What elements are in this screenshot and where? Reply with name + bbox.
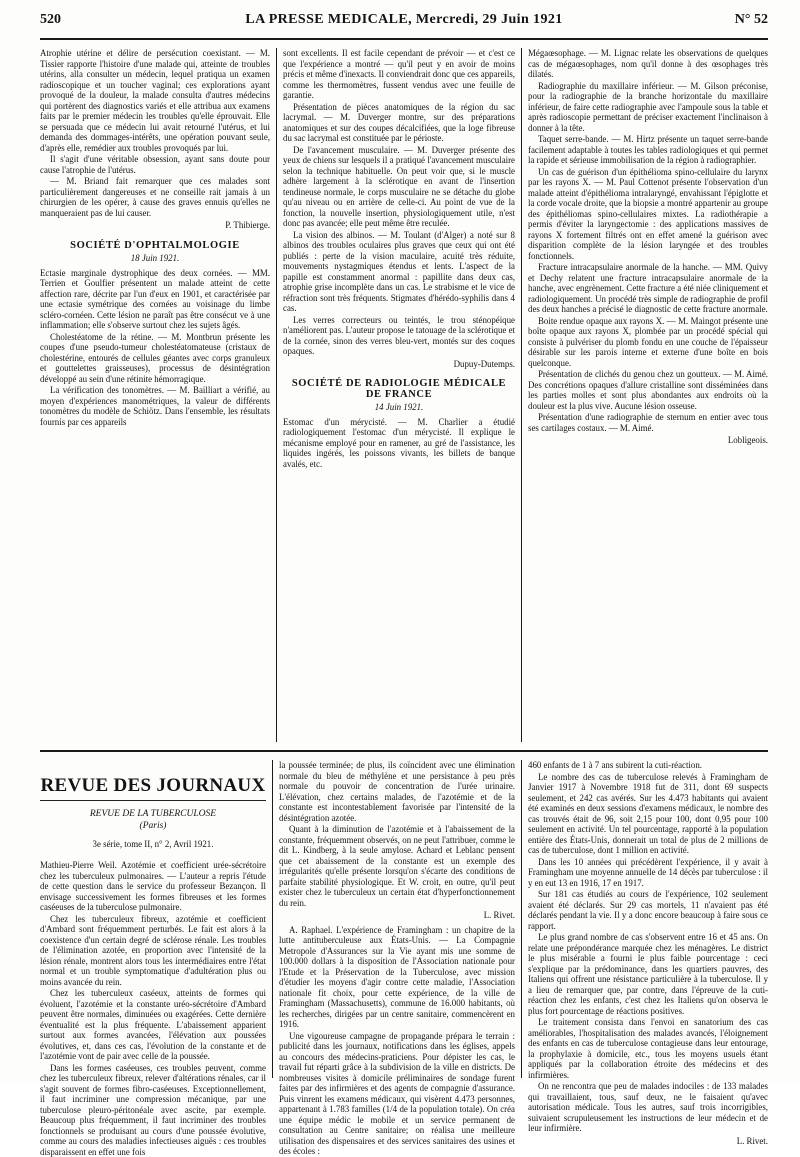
article-megaoesophage: Mégaœsophage. — M. Lignac relate les observations de quelques cas de mégaœsophages, nom qu'il donne à des œsophages très dilatés. xyxy=(528,48,768,80)
lower-column-1 xyxy=(40,860,266,1078)
paragraph: 460 enfants de 1 à 7 ans subirent la cuti-réaction. xyxy=(528,760,768,771)
signature: L. Rivet. xyxy=(279,910,515,921)
section-rule xyxy=(40,750,768,752)
header-rule xyxy=(40,38,768,40)
signature: Lobligeois. xyxy=(528,435,768,446)
article-genou: Présentation de clichés du genou chez un goutteux. — M. Aimé. Des concrétions opaques d'allure cristalline sont disséminées dans les parties molles et sont plus abondantes aux endroits où la douleur est la plus vive. Aucune lésion osseuse. xyxy=(528,369,768,411)
paragraph: Sur 181 cas étudiés au cours de l'expérience, 102 seulement avaient été déclarés. Sur 29 cas mortels, 11 n'avaient pas été déclarés pendant la vie. Il y a donc encore beaucoup à faire sous ce rapport. xyxy=(528,889,768,931)
lower-column-3 xyxy=(528,760,768,1078)
article-estomac: Estomac d'un mérycisté. — M. Charlier a étudié radiologiquement l'estomac d'un mérycisté. Il explique le mécanisme employé pour en ramener, au gré de l'assistance, les liquides ingérés, les poissons vivants, les billets de banque avalés, etc. xyxy=(283,417,515,470)
section-date: 14 Juin 1921. xyxy=(283,402,515,413)
article-ectasie: Ectasie marginale dystrophique des deux cornées. — MM. Terrien et Goulfier présentent un malade atteint de cette affection rare, décrite par l'un d'eux en 1901, et caractérisée par une ectasie symétrique des cornées au voisinage du limbe scléro-cornéen. Cette lésion ne paraît pas être consécut ve à une inflammation; elle s'observe surtout chez les sujets âgés. xyxy=(40,268,270,331)
paragraph: sont excellents. Il est facile cependant de prévoir — et c'est ce que l'expérience a montré — qu'il peut y en avoir de moins précis et même d'inexacts. Il conviendrait donc que ces appareils, comme les thermomètres, fussent vendus avec une feuille de garantie. xyxy=(283,48,515,101)
lower-column-2 xyxy=(279,760,515,1078)
column-divider xyxy=(521,760,522,1078)
section-heading: SOCIÉTÉ DE RADIOLOGIE MÉDICALE DE FRANCE xyxy=(283,379,515,400)
article-larynx: Un cas de guérison d'un épithélioma spino-cellulaire du larynx par les rayons X. — M. Paul Cottenot présente l'observation d'un malade atteint d'épithélioma intralaryngé, envahissant l'épiglotte et la corde vocale droite, que la biopsie a montré appartenir au groupe des épithéliomas spino-cellulaires mixtes. La radiothérapie a permis d'éviter la laryngectomie : des applications massives de rayons X fortement filtrés ont en effet amené la guérison avec disparition complète de la lésion laryngée et des troubles fonctionnels. xyxy=(528,167,768,262)
article-maxillaire: Radiographie du maxillaire inférieur. — M. Gilson préconise, pour la radiographie de la branche horizontale du maxillaire inférieur, de faire cette radiographie avec l'ampoule sous la table et après radioscopie permettant de préciser exactement l'inclinaison à donner à la tête. xyxy=(528,81,768,134)
signature: Dupuy-Dutemps. xyxy=(283,359,515,370)
paragraph: Les verres correcteurs ou teintés, le trou sténopéique n'améliorent pas. L'auteur propose le tatouage de la sclérotique et de la cornée, sinon des verres bleu-vert, montés sur des coques opaques. xyxy=(283,315,515,357)
article-framingham: A. Raphael. L'expérience de Framingham : un chapitre de la lutte antituberculeuse aux États-Unis. — La Compagnie Metropole d'Assurances sur la Vie ayant mis une somme de 100.000 dollars à la disposition de l'Association nationale pour l'Etude et la Préservation de la Tuberculose, avec mission d'étudier les moyens d'agir contre cette maladie, l'Association nationale fit choix, pour cette expérience, de la ville de Framingham (Massachusetts), commune de 16.000 habitants, où les recherches, dirigées par un centre sanitaire, commencèrent en 1916. xyxy=(279,925,515,1030)
article-tonometres: La vérification des tonomètres. — M. Bailliart a vérifié, au moyen d'expériences manométriques, la valeur de différents tonomètres du modèle de Schiötz. Dans l'ensemble, les résultats fournis par ces appareils xyxy=(40,385,270,427)
article-cholesteatome: Cholestéatome de la rétine. — M. Montbrun présente les coupes d'une pseudo-tumeur cholestéatomateuse (cristaux de cholestérine, entourés de cellules géantes avec corps granuleux et gouttelettes graisseuses), processus de désintégration développé au sein d'une rétinite hémorragique. xyxy=(40,332,270,385)
issue-number: N° 52 xyxy=(735,12,768,28)
paragraph: Dans les formes caséeuses, ces troubles peuvent, comme chez les tuberculeux fibreux, relever d'altérations rénales, car il s'agit souvent de formes fibro-caséeuses. Exceptionnellement, il faut incriminer une compression mécanique, par une tuberculose pleuro-péritonéale avec ascite, par exemple. Beaucoup plus fréquemment, il faut incriminer des troubles fonctionnels se produisant au cours d'une poussée évolutive, comme au cours des maladies infectieuses aiguës : ces troubles disparaissent en effet une fois xyxy=(40,1063,266,1157)
paragraph: Chez les tuberculeux caséeux, atteints de formes qui évoluent, l'azotémie et la constante uréo-sécrétoire d'Ambard peuvent être normales, diminuées ou exagérées. Cette dernière éventualité est la plus fréquente. L'abaissement apparient surtout aux formes avancées, l'élévation aux poussées évolutives, et, dans ces cas, l'évolution de la constante et de l'azotémie vont de pair avec celle de la poussée. xyxy=(40,988,266,1062)
section-date: 18 Juin 1921. xyxy=(40,253,270,264)
article-albinos: La vision des albinos. — M. Toulant (d'Alger) a noté sur 8 albinos des troubles oculaires plus graves que ceux qui ont été publiés : perte de la vision maculaire, acuité très réduite, mouvements nystagmiques étendus et lents. L'aspect de la papille est constamment anormal : papillite dans deux cas, atrophie grise incomplète dans un cas. Le strabisme et le vice de réfraction sont très fréquents. Stigmates d'hérédo-syphilis dans 4 cas. xyxy=(283,230,515,314)
paragraph: Dans les 10 années qui précédèrent l'expérience, il y avait à Framingham une moyenne annuelle de 14 décès par tuberculose : il y en eut 13 en 1916, 17 en 1917. xyxy=(528,857,768,889)
signature: P. Thibierge. xyxy=(40,220,270,231)
article-sac-lacrymal: Présentation de pièces anatomiques de la région du sac lacrymal. — M. Duverger montre, sur des préparations anatomiques et sur des coupes décalcifiées, que la loge fibreuse du sac lacrymal est constituée par le périoste. xyxy=(283,102,515,144)
signature: L. Rivet. xyxy=(528,1136,768,1147)
paragraph: Chez les tuberculeux fibreux, azotémie et coefficient d'Ambard sont fréquemment perturbés. Le fait est alors à la coexistence d'un certain degré de sclérose rénale. Les troubles de l'élimination azotée, en proportion avec l'intensité de la lésion rénale, montrent alors tous les intermédiaires entre l'état normal et un trouble symptomatique d'adultération plus ou moins avancée du rein. xyxy=(40,914,266,988)
paragraph: Il s'agit d'une véritable obsession, ayant sans doute pour cause l'atrophie de l'utérus. xyxy=(40,154,270,175)
journal-city: (Paris) xyxy=(40,821,266,831)
article-boite: Boite rendue opaque aux rayons X. — M. Maingot présente une boîte opaque aux rayons X, plombée par un procédé spécial qui consiste à pulvériser du plomb fondu en une couche de l'épaisseur désirable sur les parois interne et externe d'une boîte en bois quelconque. xyxy=(528,316,768,369)
journal-series: 3e série, tome II, n° 2, Avril 1921. xyxy=(40,839,266,849)
paragraph: Une vigoureuse campagne de propagande prépara le terrain : publicité dans les journaux, notifications dans les églises, appels au concours des médecins-praticiens. Pour dépister les cas, le travail fut réparti grâce à la subdivision de la ville en districts. De nombreuses visites à domicile préliminaires de sondage furent faites par des infirmières et des agents de compagnie d'assurance. Puis vinrent les examens médicaux, qui visèrent 4.473 personnes, appartenant à 1.783 familles (1/4 de la population totale). On créa une équipe médic le mobile et un service permanent de consultation au Centre sanitaire; on réalisa une meilleure utilisation des dispensaires et des services sanitaires des usines et des écoles : xyxy=(279,1031,515,1157)
section-heading: SOCIÉTÉ D'OPHTALMOLOGIE xyxy=(40,241,270,252)
column-divider xyxy=(521,48,522,742)
revue-header xyxy=(40,775,266,849)
paragraph: Le nombre des cas de tuberculose relevés à Framingham de Janvier 1917 à Novembre 1918 fut de 311, dont 69 suspects seulement, et 242 cas avérés. Sur les 4.473 habitants qui avaient été examinés en deux sessions d'examens médicaux, le nombre des cas trouvés était de 96, soit 2,15 pour 100, dont 0,95 pour 100 seulement en activité. Un tel pourcentage, rapporté à la population entière des États-Unis, donnerait un total de plus de 2 millions de cas de tuberculose, dont 1 million en activité. xyxy=(528,772,768,856)
upper-column-3 xyxy=(528,48,768,742)
article-fracture: Fracture intracapsulaire anormale de la hanche. — MM. Quivy et Dechy relatent une fracture intracapsulaire anormale de la hanche, avec engrènement. Cette fracture a été niée cliniquement et radiologiquement. Un procédé très simple de radiographie de profil des deux hanches a précisé le diagnostic de cette fracture anormale. xyxy=(528,262,768,315)
article-sternum: Présentation d'une radiographie de sternum en entier avec tous ses cartilages costaux. — M. Aimé. xyxy=(528,412,768,433)
paragraph: la poussée terminée; de plus, ils coïncident avec une élimination normale du bleu de méthylène et une persistance à peu près normale du pouvoir de concentration de l'urée urinaire. L'élévation, chez certains malades, de l'azotémie et de la constante est incontestablement favorisée par l'intensité de la désintégration azotée. xyxy=(279,760,515,823)
column-divider xyxy=(276,48,277,742)
paragraph: Le plus grand nombre de cas s'observent entre 16 et 45 ans. On relate une prépondérance marquée chez les ménagères. Le district le plus misérable a fourni le plus faible pourcentage : ceci s'explique par la prédominance, dans les quartiers pauvres, des Italiens qui offrent une résistance particulière à la tuberculose. Il y a lieu de remarquer que, par contre, dans l'épreuve de la cuti-réaction chez les enfants, c'est chez les Italiens qu'on observa le plus fort pourcentage de réactions positives. xyxy=(528,932,768,1016)
journal-name: REVUE DE LA TUBERCULOSE xyxy=(40,809,266,819)
journal-title: LA PRESSE MEDICALE, Mercredi, 29 Juin 1921 xyxy=(40,12,768,28)
article-azotemie: Mathieu-Pierre Weil. Azotémie et coefficient urée-sécrétoire chez les tuberculeux pulmonaires. — L'auteur a repris l'étude de cette question dans le service du professeur Bezançon. Il envisage successivement les formes fibreuses et les formes caséeuses de la tuberculose pulmonaire. xyxy=(40,860,266,913)
article-atrophie: Atrophie utérine et délire de persécution coexistant. — M. Tissier rapporte l'histoire d'une malade qui, atteinte de troubles utérins, alla consulter un médecin, lequel pratiqua un examen radioscopique et un toucher vaginal; ces explorations ayant provoqué de la douleur, la malade consulta d'autres médecins qui portèrent des diagnostics variés et elle attribua aux examens faits par le premier médecin les troubles qu'elle éprouvait. Elle se persuada que ce médecin lui avait retourné l'utérus, et lui demanda des dommages-intérêts, une opération pouvant seule, d'après elle, remédier aux troubles provoqués par lui. xyxy=(40,48,270,153)
paragraph: — M. Briand fait remarquer que ces malades sont particulièrement dangereuses et ne conseille rait jamais à un chirurgien de les opérer, à cause des graves ennuis qu'elles ne manqueraient pas de lui causer. xyxy=(40,176,270,218)
column-divider xyxy=(272,760,273,1078)
article-avancement: De l'avancement musculaire. — M. Duverger présente des yeux de chiens sur lesquels il a pratiqué l'avancement musculaire selon la technique habituelle. On peut voir que, si le muscle adhère largement à la sclérotique en avant de l'insertion tendineuse normale, le corps musculaire ne se détache du globe qu'au niveau ou en arrière de celle-ci. Au point de vue de la fonction, la nouvelle insertion, physiologiquement utile, n'est donc pas avancée; elle peut même être reculée. xyxy=(283,145,515,229)
page-number: 520 xyxy=(40,12,61,28)
upper-column-2 xyxy=(283,48,515,742)
upper-column-1 xyxy=(40,48,270,742)
paragraph: Le traitement consista dans l'envoi en sanatorium des cas améliorables, l'hospitalisation des malades avancés, l'éloignement des enfants en cas de tuberculose contagieuse dans leur entourage, la prophylaxie à domicile, etc., tous les moyens usuels étant appliqués par la collaboration étroite des médecins et des infirmières. xyxy=(528,1017,768,1080)
paragraph: On ne rencontra que peu de malades indociles : de 133 malades qui travaillaient, tous, sauf deux, ne le faisaient qu'avec autorisation médicale. Tous les autres, sauf trois incorrigibles, suivaient scrupuleusement les instructions de leur médecin et de leur infirmière. xyxy=(528,1081,768,1134)
article-taquet: Taquet serre-bande. — M. Hirtz présente un taquet serre-bande facilement adaptable à toutes les tables radiologiques et qui permet la rapide et sérieuse immobilisation de la région à radiographier. xyxy=(528,134,768,166)
running-header xyxy=(40,12,768,34)
paragraph: Quant à la diminution de l'azotémie et à l'abaissement de la constante, fréquemment observés, on ne peut l'attribuer, comme le dit L. Kindberg, à la seule amylose. Achard et Leblanc pensent que cet abaissement de la constante est un exemple des irrégularités qu'elle présente lorsqu'on s'écarte des conditions de parfaite stabilité physiologique. Et W. croit, en outre, qu'il peut exister chez le tuberculeux un certain état d'hyperfonctionnement du rein. xyxy=(279,824,515,908)
revue-title: REVUE DES JOURNAUX xyxy=(40,775,266,797)
revue-title-rule xyxy=(40,800,266,801)
